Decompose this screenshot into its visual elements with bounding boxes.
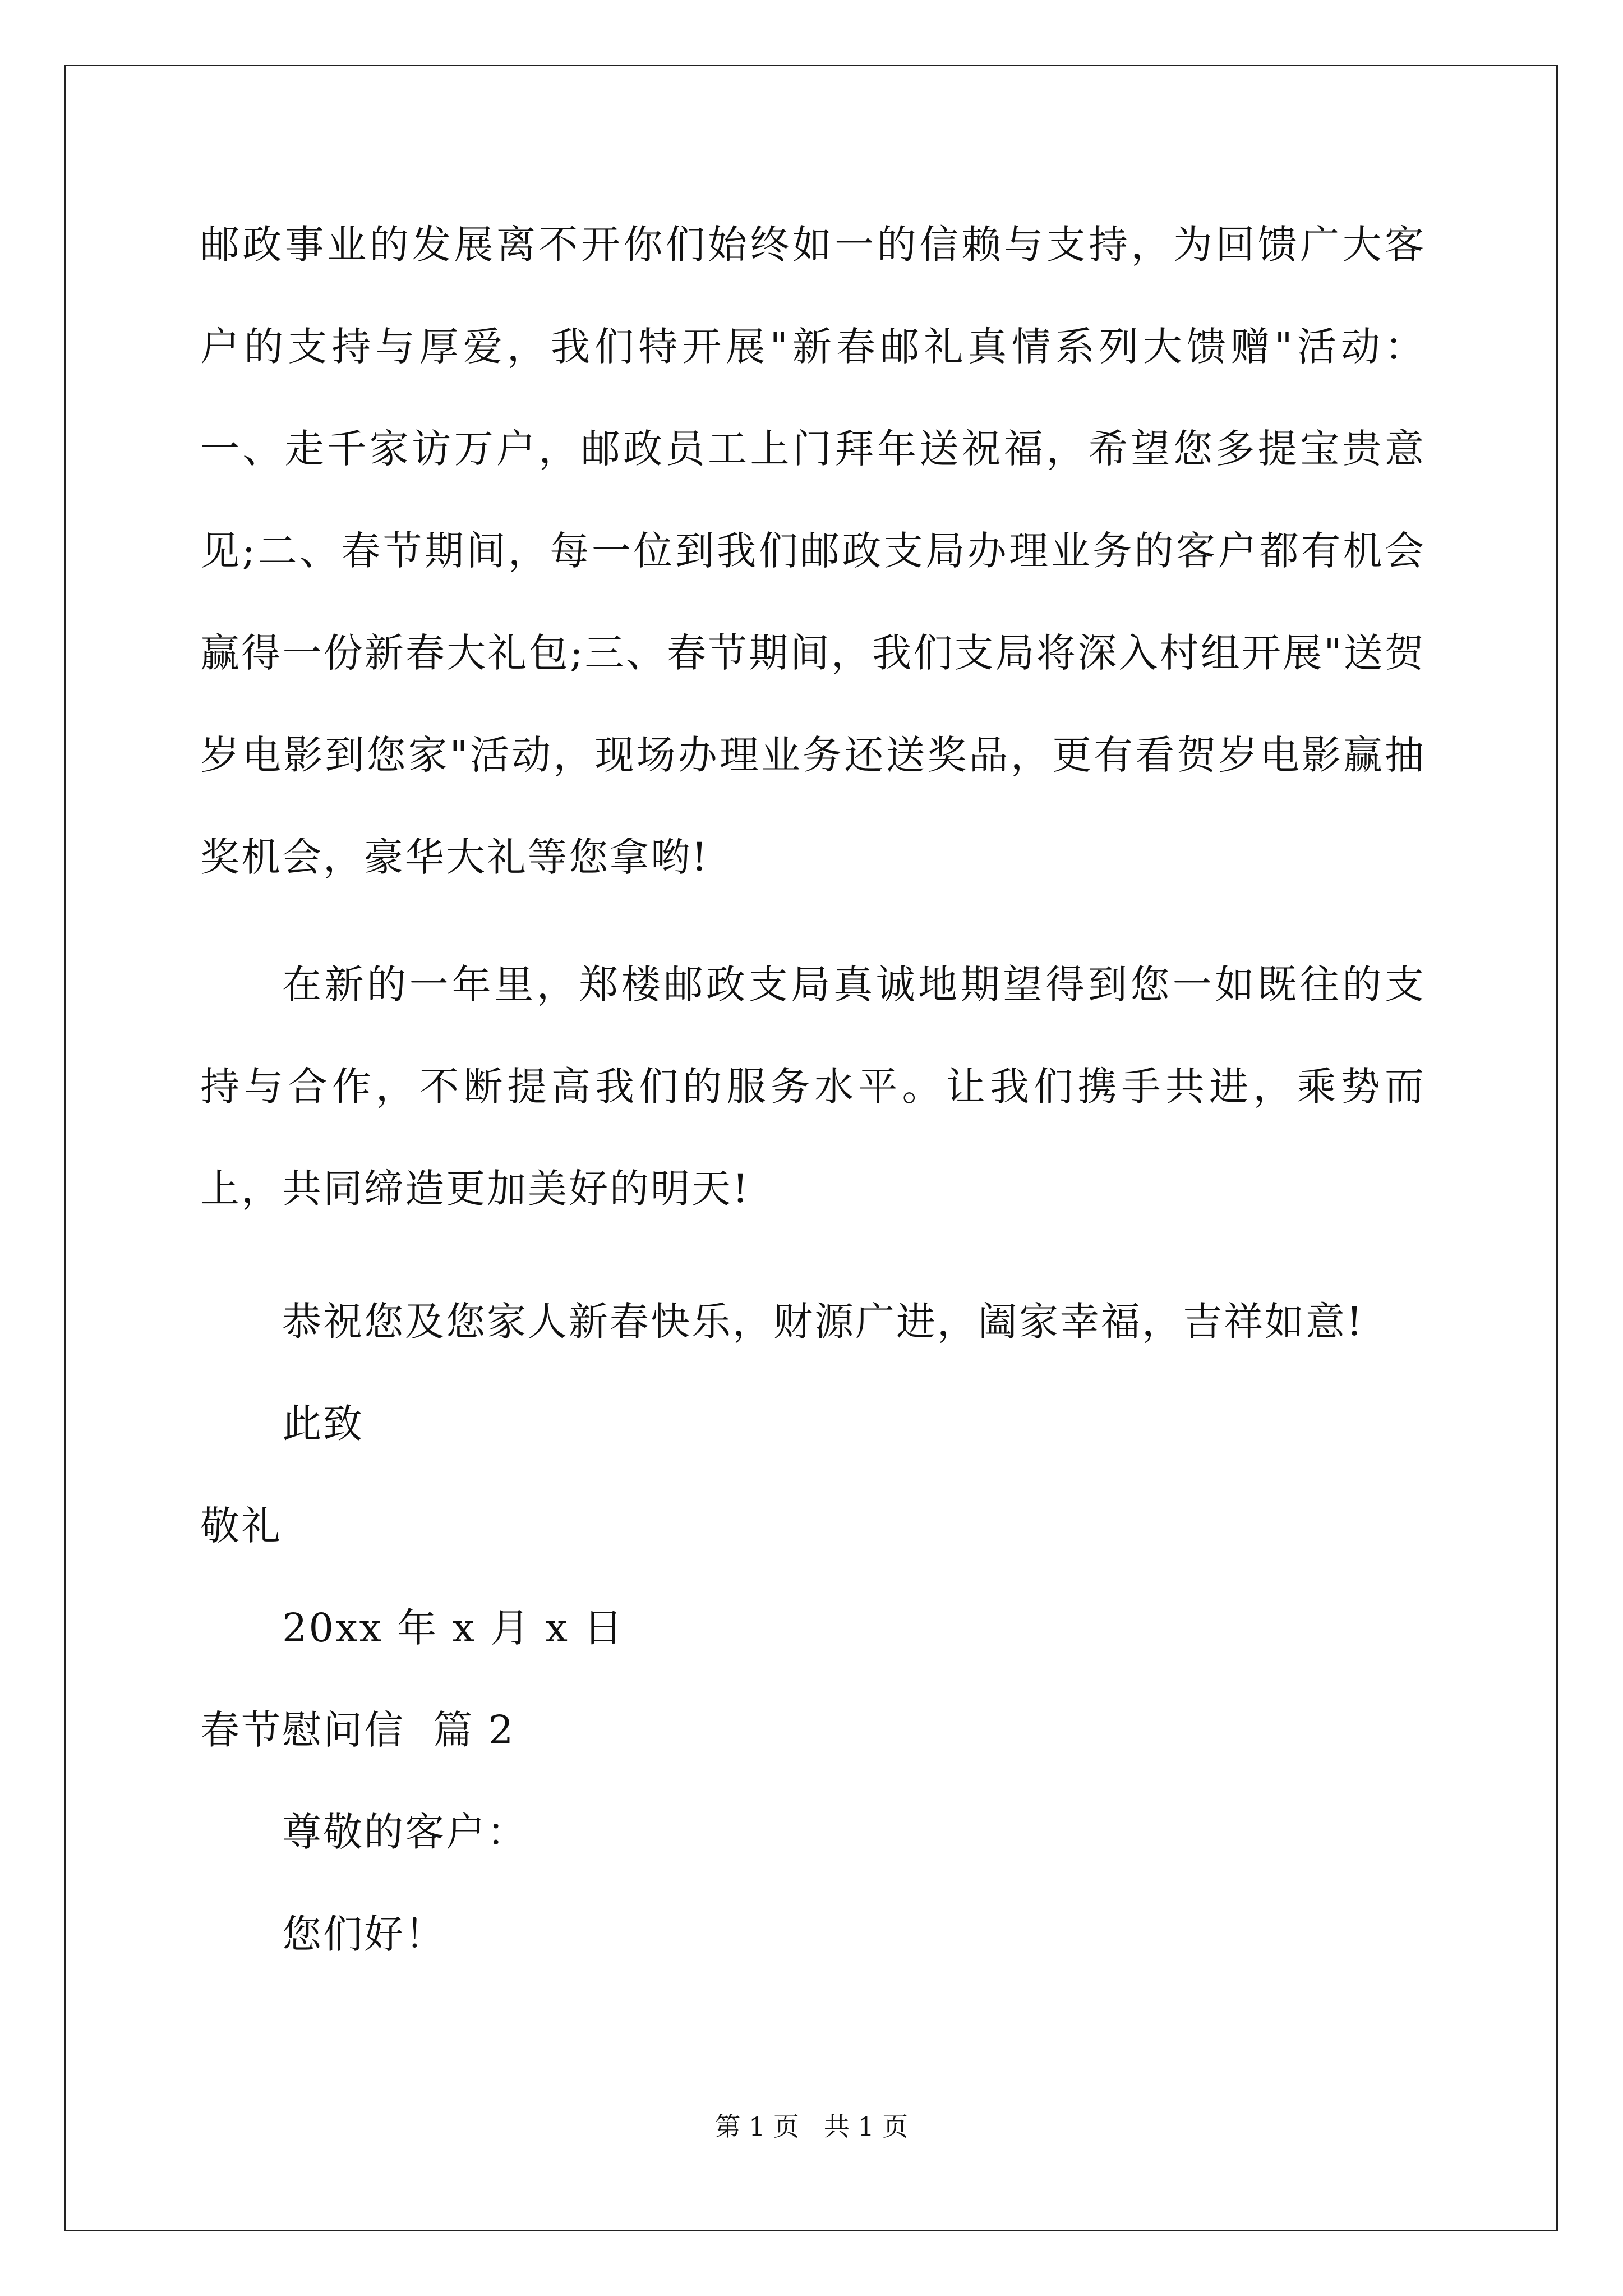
section-title: 春节慰问信 篇 2 [200, 1707, 515, 1753]
page-footer: 第 1 页 共 1 页 [714, 2111, 909, 2142]
closing-line-1: 此致 [282, 1401, 364, 1447]
closing-line-2: 敬礼 [200, 1503, 282, 1549]
salutation: 尊敬的客户： [282, 1809, 528, 1855]
body-paragraph-1: 邮政事业的发展离不开你们始终如一的信赖与支持，为回馈广大客户的支持与厚爱，我们特开展"新春邮礼真情系列大馈赠"活动：一、走千家访万户，邮政员工上门拜年送祝福，希望您多提宝贵意见;二、春节期间，每一位到我们邮政支局办理业务的客户都有机会赢得一份新春大礼包;三、春节期间，我们支局将深入村组开展"送贺岁电影到您家"活动，现场办理业务还送奖品，更有看贺岁电影赢抽奖机会，豪华大礼等您拿哟! [200, 222, 1426, 880]
letter-date: 20xx 年 x 月 x 日 [282, 1605, 625, 1651]
body-paragraph-3: 恭祝您及您家人新春快乐，财源广进，阖家幸福，吉祥如意! [282, 1299, 1364, 1345]
greeting: 您们好！ [282, 1911, 446, 1957]
body-paragraph-2: 在新的一年里，郑楼邮政支局真诚地期望得到您一如既往的支持与合作，不断提高我们的服务水平。让我们携手共进，乘势而上，共同缔造更加美好的明天! [200, 961, 1426, 1212]
